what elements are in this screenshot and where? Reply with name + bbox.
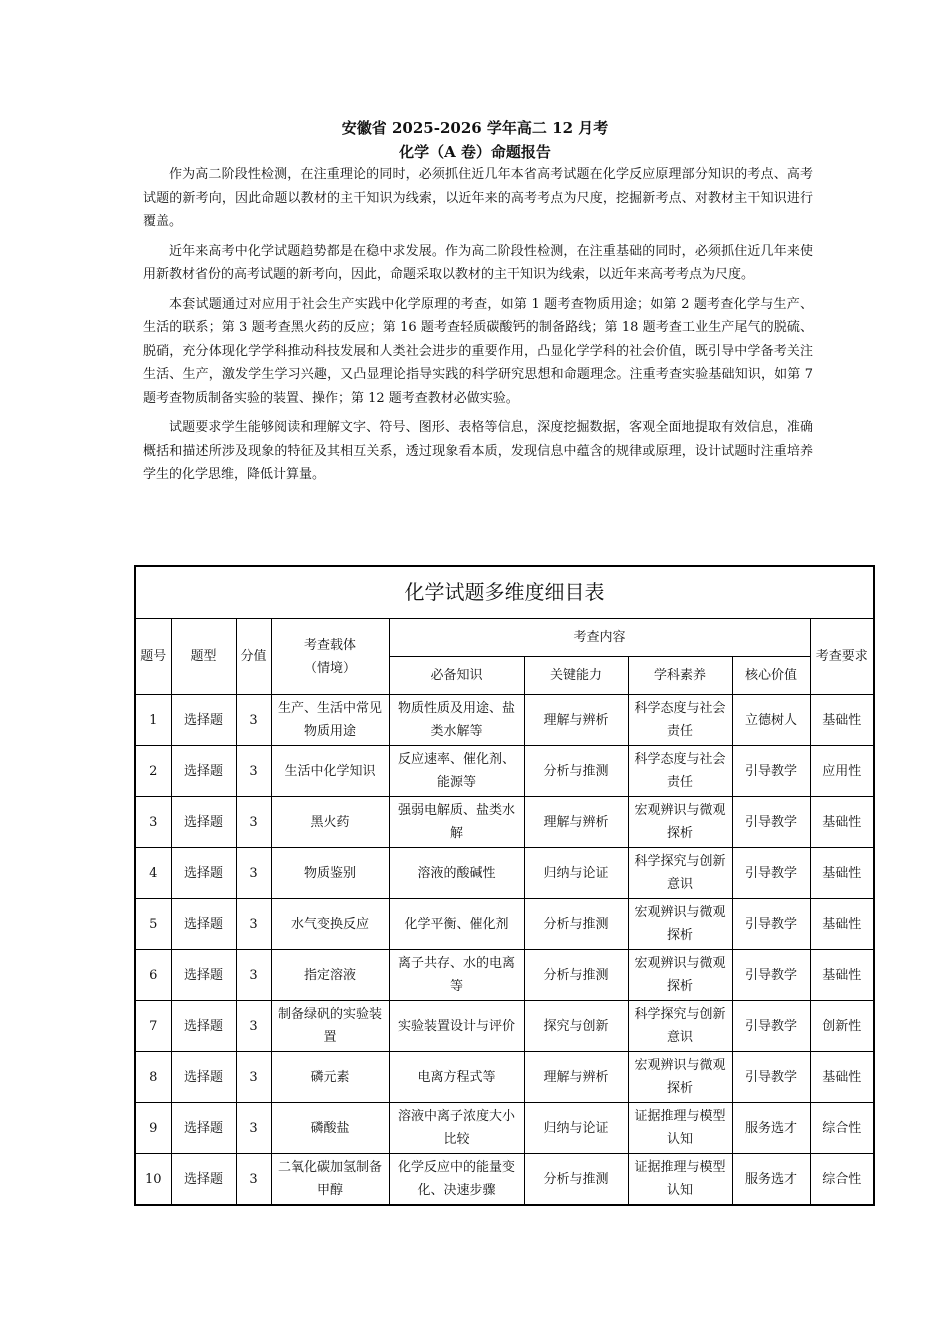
table-row: [135, 1103, 874, 1154]
header-requirement: 考查要求: [810, 619, 874, 695]
cell-requirement: 综合性: [810, 1103, 874, 1154]
cell-score: 3: [236, 899, 271, 950]
header-carrier-line1: 考查载体: [303, 637, 356, 653]
cell-literacy: 宏观辨识与微观探析: [628, 950, 732, 1001]
header-carrier: [271, 619, 389, 695]
cell-value: 服务选才: [732, 1103, 810, 1154]
cell-number: 8: [135, 1052, 171, 1103]
cell-type: 选择题: [171, 1001, 236, 1052]
cell-number: 3: [135, 797, 171, 848]
cell-requirement: 基础性: [810, 695, 874, 746]
cell-knowledge: 溶液中离子浓度大小比较: [389, 1103, 524, 1154]
cell-carrier: 黑火药: [271, 797, 389, 848]
cell-literacy: 科学态度与社会责任: [628, 695, 732, 746]
cell-knowledge: 化学反应中的能量变化、决速步骤: [389, 1154, 524, 1206]
cell-number: 6: [135, 950, 171, 1001]
cell-type: 选择题: [171, 1154, 236, 1206]
cell-requirement: 基础性: [810, 950, 874, 1001]
cell-number: 5: [135, 899, 171, 950]
cell-ability: 归纳与论证: [524, 1103, 628, 1154]
cell-ability: 理解与辨析: [524, 1052, 628, 1103]
cell-carrier: 生活中化学知识: [271, 746, 389, 797]
cell-ability: 分析与推测: [524, 899, 628, 950]
cell-score: 3: [236, 950, 271, 1001]
cell-score: 3: [236, 746, 271, 797]
header-score: 分值: [236, 619, 271, 695]
paragraph-3: 本套试题通过对应用于社会生产实践中化学原理的考查，如第 1 题考查物质用途；如第 2 题考查化学与生产、生活的联系；第 3 题考查黑火药的反应；第 16 题考查轻质碳酸钙的制备路线；第 18 题考查工业生产尾气的脱硫、脱硝，充分体现化学学科推动科技发展和人类社会进步的重要作用，凸显化学学科的社会价值，既引导中学备考关注生活、生产，激发学生学习兴趣，又凸显理论指导实践的科学研究思想和命题理念。注重考查实验基础知识，如第 7 题考查物质制备实验的装置、操作；第 12 题考查教材必做实验。: [143, 296, 813, 406]
cell-value: 引导教学: [732, 1001, 810, 1052]
cell-value: 引导教学: [732, 1052, 810, 1103]
cell-number: 7: [135, 1001, 171, 1052]
cell-score: 3: [236, 1052, 271, 1103]
report-title: 安徽省 2025-2026 学年高二 12 月考: [341, 119, 609, 137]
table-body: [135, 695, 874, 1206]
cell-score: 3: [236, 848, 271, 899]
cell-requirement: 基础性: [810, 899, 874, 950]
cell-carrier: 生产、生活中常见物质用途: [271, 695, 389, 746]
cell-carrier: 物质鉴别: [271, 848, 389, 899]
cell-carrier: 二氧化碳加氢制备甲醇: [271, 1154, 389, 1206]
cell-number: 10: [135, 1154, 171, 1206]
table-row: [135, 899, 874, 950]
cell-ability: 分析与推测: [524, 746, 628, 797]
cell-value: 服务选才: [732, 1154, 810, 1206]
cell-value: 引导教学: [732, 950, 810, 1001]
cell-literacy: 科学探究与创新意识: [628, 848, 732, 899]
cell-literacy: 科学态度与社会责任: [628, 746, 732, 797]
cell-ability: 分析与推测: [524, 950, 628, 1001]
cell-ability: 归纳与论证: [524, 848, 628, 899]
cell-ability: 探究与创新: [524, 1001, 628, 1052]
header-literacy: 学科素养: [628, 657, 732, 695]
header-content: 考查内容: [389, 619, 810, 657]
cell-requirement: 基础性: [810, 797, 874, 848]
paragraph-4: 试题要求学生能够阅读和理解文字、符号、图形、表格等信息，深度挖掘数据，客观全面地提取有效信息，准确概括和描述所涉及现象的特征及其相互关系，透过现象看本质，发现信息中蕴含的规律或原理，设计试题时注重培养学生的化学思维，降低计算量。: [143, 420, 813, 482]
cell-knowledge: 化学平衡、催化剂: [389, 899, 524, 950]
table-row: [135, 1052, 874, 1103]
table-row: [135, 950, 874, 1001]
header-knowledge: 必备知识: [389, 657, 524, 695]
header-type: 题型: [171, 619, 236, 695]
cell-requirement: 创新性: [810, 1001, 874, 1052]
cell-type: 选择题: [171, 950, 236, 1001]
cell-carrier: 制备绿矾的实验装置: [271, 1001, 389, 1052]
header-ability: 关键能力: [524, 657, 628, 695]
cell-knowledge: 电离方程式等: [389, 1052, 524, 1103]
cell-number: 9: [135, 1103, 171, 1154]
cell-literacy: 科学探究与创新意识: [628, 1001, 732, 1052]
cell-type: 选择题: [171, 899, 236, 950]
cell-requirement: 应用性: [810, 746, 874, 797]
cell-literacy: 证据推理与模型认知: [628, 1103, 732, 1154]
cell-literacy: 宏观辨识与微观探析: [628, 1052, 732, 1103]
cell-literacy: 宏观辨识与微观探析: [628, 797, 732, 848]
cell-carrier: 磷酸盐: [271, 1103, 389, 1154]
cell-carrier: 指定溶液: [271, 950, 389, 1001]
cell-score: 3: [236, 1103, 271, 1154]
cell-type: 选择题: [171, 848, 236, 899]
cell-score: 3: [236, 797, 271, 848]
cell-number: 1: [135, 695, 171, 746]
cell-value: 立德树人: [732, 695, 810, 746]
cell-value: 引导教学: [732, 848, 810, 899]
cell-requirement: 基础性: [810, 1052, 874, 1103]
cell-number: 4: [135, 848, 171, 899]
cell-value: 引导教学: [732, 746, 810, 797]
header-carrier-line2: （情境）: [303, 660, 356, 676]
table-row: [135, 695, 874, 746]
cell-carrier: 磷元素: [271, 1052, 389, 1103]
cell-requirement: 综合性: [810, 1154, 874, 1206]
cell-knowledge: 实验装置设计与评价: [389, 1001, 524, 1052]
table-row: [135, 1154, 874, 1206]
cell-ability: 理解与辨析: [524, 797, 628, 848]
cell-carrier: 水气变换反应: [271, 899, 389, 950]
cell-knowledge: 物质性质及用途、盐类水解等: [389, 695, 524, 746]
cell-type: 选择题: [171, 1103, 236, 1154]
table-caption: 化学试题多维度细目表: [135, 566, 874, 619]
cell-literacy: 证据推理与模型认知: [628, 1154, 732, 1206]
table-row: [135, 746, 874, 797]
header-number: 题号: [135, 619, 171, 695]
table-row: [135, 1001, 874, 1052]
cell-type: 选择题: [171, 1052, 236, 1103]
cell-score: 3: [236, 695, 271, 746]
cell-knowledge: 强弱电解质、盐类水解: [389, 797, 524, 848]
cell-knowledge: 溶液的酸碱性: [389, 848, 524, 899]
cell-literacy: 宏观辨识与微观探析: [628, 899, 732, 950]
table-row: [135, 797, 874, 848]
header-value: 核心价值: [732, 657, 810, 695]
cell-type: 选择题: [171, 797, 236, 848]
cell-type: 选择题: [171, 746, 236, 797]
cell-knowledge: 离子共存、水的电离等: [389, 950, 524, 1001]
cell-score: 3: [236, 1154, 271, 1206]
cell-ability: 分析与推测: [524, 1154, 628, 1206]
cell-ability: 理解与辨析: [524, 695, 628, 746]
detail-table: [134, 565, 875, 1206]
cell-score: 3: [236, 1001, 271, 1052]
report-body: [143, 163, 813, 493]
table-row: [135, 848, 874, 899]
cell-knowledge: 反应速率、催化剂、能源等: [389, 746, 524, 797]
cell-type: 选择题: [171, 695, 236, 746]
cell-number: 2: [135, 746, 171, 797]
cell-value: 引导教学: [732, 797, 810, 848]
paragraph-2: 近年来高考中化学试题趋势都是在稳中求发展。作为高二阶段性检测，在注重基础的同时，必须抓住近几年来使用新教材省份的高考试题的新考向，因此，命题采取以教材的主干知识为线索，以近年来高考考点为尺度。: [143, 243, 813, 282]
report-subtitle: 化学（A 卷）命题报告: [399, 143, 551, 161]
paragraph-1: 作为高二阶段性检测，在注重理论的同时，必须抓住近几年本省高考试题在化学反应原理部分知识的考点、高考试题的新考向，因此命题以教材的主干知识为线索，以近年来的高考考点为尺度，挖掘新考点、对教材主干知识进行覆盖。: [143, 167, 813, 229]
cell-requirement: 基础性: [810, 848, 874, 899]
cell-value: 引导教学: [732, 899, 810, 950]
